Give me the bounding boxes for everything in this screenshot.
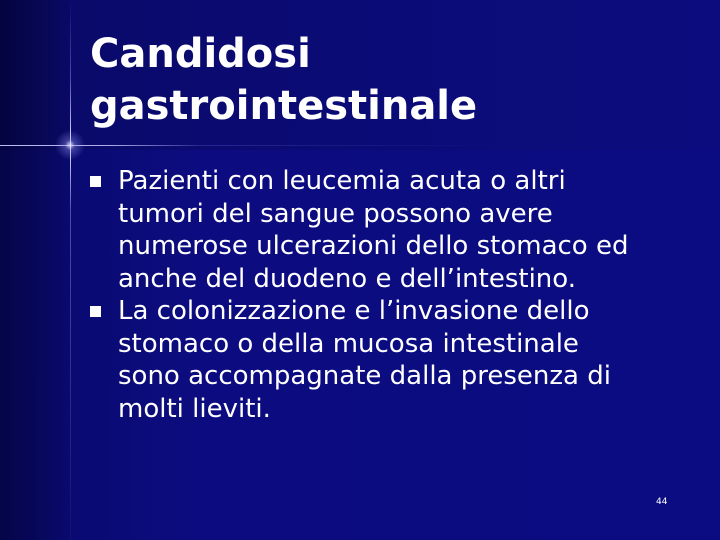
bullet-line: Pazienti con leucemia acuta o altri <box>118 166 566 196</box>
bullet-item <box>90 165 710 295</box>
page-number: 44 <box>656 497 668 507</box>
bullet-line: stomaco o della mucosa intestinale <box>118 328 579 359</box>
title-line: Candidosi <box>90 31 311 77</box>
line-crossing-glow <box>55 130 85 160</box>
bullet-list <box>90 165 710 425</box>
bullet-line: La colonizzazione e l’invasione dello <box>118 296 590 326</box>
horizontal-rule <box>0 145 720 146</box>
title-line: gastrointestinale <box>90 83 478 129</box>
bullet-line: anche del duodeno e dell’intestino. <box>118 263 576 294</box>
slide-title <box>90 28 690 132</box>
bullet-line: sono accompagnate dalla presenza di <box>118 361 611 391</box>
bullet-line: molti lieviti. <box>118 393 271 424</box>
vertical-rule <box>70 0 71 540</box>
bullet-item <box>90 295 710 425</box>
bullet-line: tumori del sangue possono avere <box>118 198 553 229</box>
bullet-line: numerose ulcerazioni dello stomaco ed <box>118 231 629 261</box>
square-bullet-icon <box>90 306 101 317</box>
square-bullet-icon <box>90 176 101 187</box>
left-shade <box>0 0 70 540</box>
